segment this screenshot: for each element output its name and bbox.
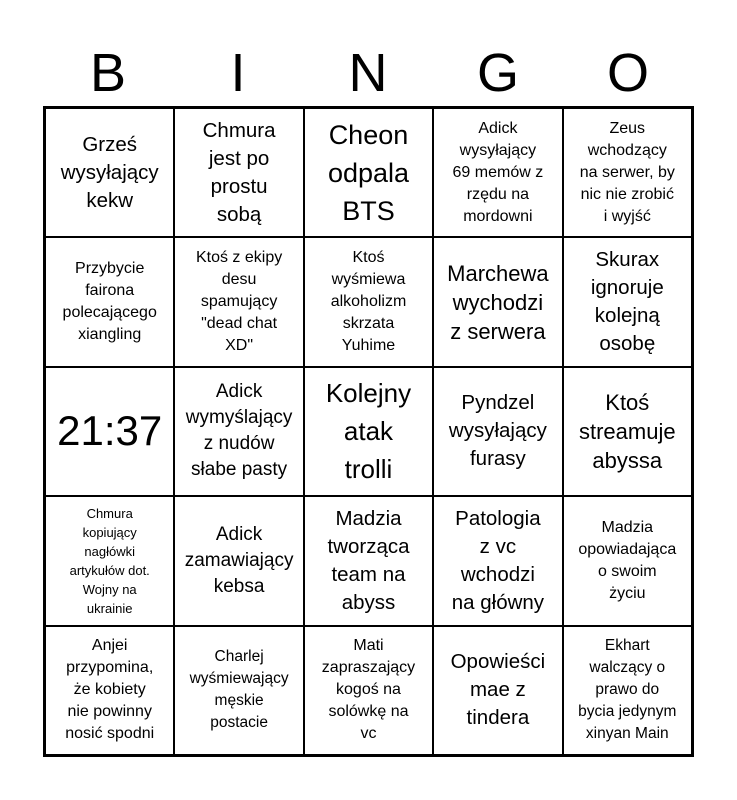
cell-text: Kolejny atak trolli — [325, 378, 412, 485]
cell-text: Marchewa wychodzi z serwera — [447, 260, 549, 344]
cell-text: Cheon odpala BTS — [327, 119, 410, 226]
cell-text: Mati zapraszający kogoś na solówkę na vc — [321, 637, 416, 743]
cell-text: Ktoś streamuje abyssa — [578, 389, 676, 473]
bingo-cell[interactable] — [563, 237, 692, 366]
bingo-cell[interactable] — [433, 626, 562, 755]
bingo-cell[interactable] — [563, 496, 692, 625]
bingo-cell[interactable] — [563, 108, 692, 237]
cell-text: Przybycie fairona polecającego xiangling — [62, 260, 157, 344]
cell-text: Anjei przypomina, że kobiety nie powinny nosić spodni — [65, 637, 155, 743]
cell-text: Grześ wysyłający kekw — [60, 132, 159, 212]
cell-text: Adick zamawiający kebsa — [184, 523, 294, 597]
bingo-cell[interactable] — [174, 496, 303, 625]
bingo-cell[interactable] — [433, 496, 562, 625]
header-letter-n: N — [348, 43, 388, 103]
cell-text: Adick wysyłający 69 memów z rzędu na mordowni — [452, 119, 544, 225]
cell-text: Skurax ignoruje kolejną osobę — [590, 248, 664, 356]
cell-text: Zeus wchodzący na serwer, by nic nie zrobić i wyjść — [579, 119, 675, 225]
cell-text: Ktoś wyśmiewa alkoholizm skrzata Yuhime — [330, 249, 407, 355]
bingo-cell[interactable] — [174, 108, 303, 237]
bingo-cell[interactable] — [563, 626, 692, 755]
bingo-cell[interactable] — [433, 237, 562, 366]
cell-text: Madzia opowiadająca o swoim życiu — [578, 518, 677, 602]
bingo-cell[interactable] — [174, 367, 303, 496]
header-letter-i: I — [230, 43, 246, 103]
header-letter-g: G — [476, 43, 519, 103]
bingo-cell[interactable] — [45, 626, 174, 755]
cell-text: Madzia tworząca team na abyss — [327, 506, 410, 614]
bingo-cell[interactable] — [45, 367, 174, 496]
bingo-cell[interactable] — [433, 108, 562, 237]
cell-text: Ekhart walczący o prawo do bycia jedynym xinyan Main — [578, 637, 677, 743]
cell-text: 21:37 — [57, 407, 163, 455]
cell-text: Chmura jest po prostu sobą — [202, 118, 276, 226]
bingo-cell[interactable] — [304, 108, 433, 237]
bingo-board — [43, 106, 694, 757]
cell-text: Patologia z vc wchodzi na główny — [451, 506, 545, 614]
cell-text: Opowieści mae z tindera — [450, 650, 546, 730]
cell-text: Chmura kopiujący nagłówki artykułów dot. Wojny na ukrainie — [69, 505, 150, 616]
bingo-cell[interactable] — [174, 237, 303, 366]
header-letter-b: B — [89, 43, 127, 103]
bingo-cell[interactable] — [433, 367, 562, 496]
bingo-cell[interactable] — [45, 496, 174, 625]
bingo-header — [43, 43, 694, 103]
cell-text: Ktoś z ekipy desu spamujący "dead chat XD" — [195, 249, 283, 355]
bingo-cell[interactable] — [174, 626, 303, 755]
bingo-cell[interactable] — [304, 237, 433, 366]
bingo-cell[interactable] — [304, 626, 433, 755]
bingo-cell[interactable] — [563, 367, 692, 496]
bingo-cell[interactable] — [45, 108, 174, 237]
cell-text: Adick wymyślający z nudów słabe pasty — [185, 381, 293, 481]
header-letter-o: O — [606, 43, 649, 103]
bingo-cell[interactable] — [45, 237, 174, 366]
cell-text: Pyndzel wysyłający furasy — [448, 391, 547, 471]
bingo-cell[interactable] — [304, 496, 433, 625]
cell-text: Charlej wyśmiewający męskie postacie — [189, 648, 289, 732]
bingo-cell[interactable] — [304, 367, 433, 496]
